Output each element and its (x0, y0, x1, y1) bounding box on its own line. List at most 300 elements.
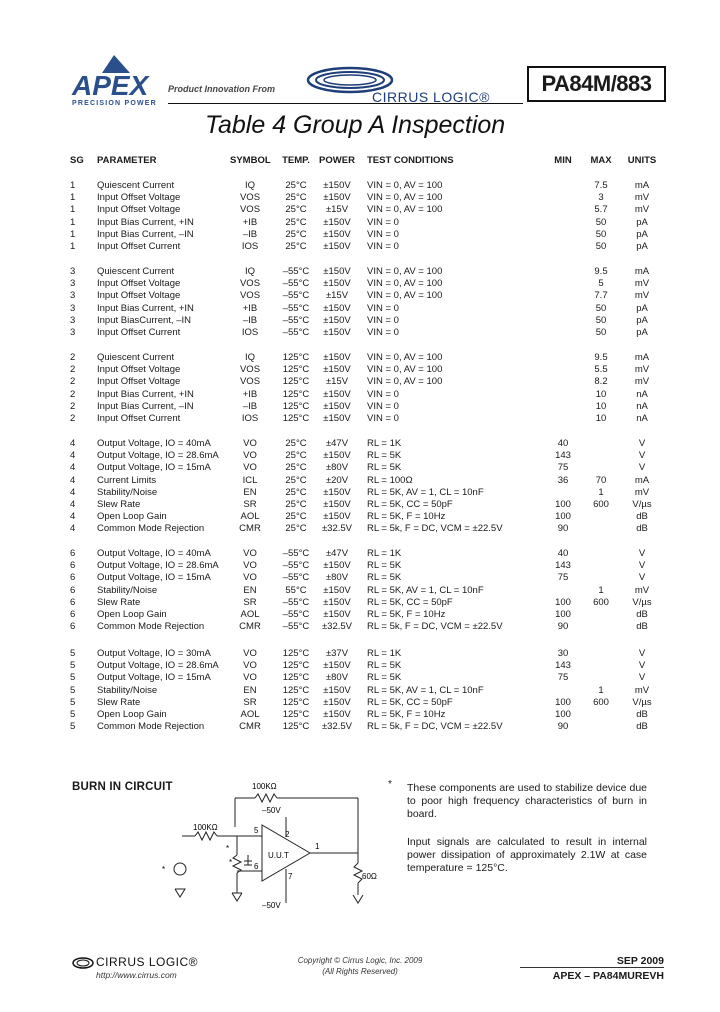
cell-sym: –IB (242, 400, 258, 412)
cell-max: 50 (595, 327, 607, 338)
cell-units: nA (636, 413, 648, 424)
cell-sym: VO (243, 438, 257, 449)
table-row (0, 266, 720, 278)
cell-power: ±150V (323, 499, 351, 510)
cell-temp: 25°C (285, 180, 307, 191)
cell-sym: +IB (242, 216, 258, 228)
feedback-resistor-label: 100KΩ (252, 782, 277, 791)
cell-test: VIN = 0 (367, 413, 399, 424)
cell-param: Output Voltage, IO = 15mA (97, 672, 211, 684)
cell-sg: 5 (70, 648, 76, 659)
cell-power: ±150V (323, 596, 351, 608)
star-mark-2: * (229, 858, 233, 867)
cell-power: ±37V (325, 648, 349, 659)
document-number: APEX – PA84MUREVH (552, 970, 664, 982)
cell-units: pA (636, 314, 648, 326)
cell-units: dB (636, 721, 648, 733)
cell-sg: 5 (70, 684, 76, 696)
table-row (0, 180, 720, 192)
cell-test: VIN = 0, AV = 100 (367, 204, 443, 216)
cell-power: ±80V (325, 572, 349, 584)
table-row (0, 192, 720, 204)
cell-units: pA (636, 216, 648, 228)
cell-temp: 125°C (282, 400, 310, 412)
cell-power: ±150V (323, 266, 351, 277)
cell-param: Input Bias Current, +IN (97, 388, 194, 400)
cell-temp: 25°C (285, 474, 307, 486)
table-row (0, 303, 720, 315)
burn-in-note-2: Input signals are calculated to result in internal power dissipation of approximately 2.1W at case temperature = 125°C. (407, 836, 647, 874)
cell-power: ±150V (323, 450, 351, 462)
cell-temp: 125°C (282, 660, 310, 672)
cell-min: 36 (557, 474, 569, 486)
cell-power: ±150V (323, 584, 351, 596)
cell-max: 10 (595, 400, 607, 412)
cell-units: mV (634, 290, 650, 302)
cell-sg: 3 (70, 290, 76, 302)
cell-sym: VOS (239, 278, 261, 290)
cell-temp: –55°C (282, 621, 310, 633)
cell-temp: 125°C (282, 364, 310, 376)
cell-sg: 5 (70, 696, 76, 708)
cell-units: pA (636, 327, 648, 338)
header-test-conditions: TEST CONDITIONS (367, 155, 454, 166)
cirrus-logo-text: CIRRUS LOGIC® (372, 89, 490, 105)
cell-power: ±32.5V (321, 721, 353, 733)
cell-sym: SR (243, 499, 257, 510)
cell-param: Open Loop Gain (97, 511, 167, 523)
cell-sg: 4 (70, 499, 76, 510)
cell-param: Common Mode Rejection (97, 721, 205, 733)
load-resistor-icon (354, 863, 362, 883)
cell-power: ±15V (325, 204, 349, 216)
cell-param: Input Bias Current, +IN (97, 216, 194, 228)
cell-temp: –55°C (282, 266, 310, 277)
cell-units: mV (634, 684, 650, 696)
cell-sg: 4 (70, 474, 76, 486)
cell-test: VIN = 0 (367, 327, 399, 338)
cell-test: RL = 5K, CC = 50pF (367, 499, 453, 510)
stab-resistor-icon (233, 855, 241, 873)
table-row (0, 438, 720, 450)
cell-min: 30 (557, 648, 569, 659)
cell-max: 600 (593, 499, 609, 510)
table-row (0, 475, 720, 487)
table-row (0, 401, 720, 413)
cell-sym: VO (243, 660, 257, 672)
cell-units: V (638, 462, 646, 474)
cell-units: nA (636, 400, 648, 412)
cell-power: ±150V (323, 609, 351, 620)
cell-temp: 25°C (285, 450, 307, 462)
feedback-resistor-icon (255, 794, 277, 802)
cell-units: V (638, 450, 646, 462)
cell-min: 40 (557, 438, 569, 449)
header-max: MAX (590, 155, 612, 166)
cell-min: 100 (555, 696, 571, 708)
cell-power: ±15V (325, 376, 349, 388)
top-supply-label: –50V (262, 806, 281, 815)
cell-param: Input Offset Voltage (97, 376, 181, 388)
input-resistor-label: 100KΩ (193, 823, 218, 832)
cell-sg: 1 (70, 192, 76, 204)
table-row (0, 389, 720, 401)
title-rule (168, 103, 523, 104)
cell-sym: SR (243, 696, 257, 708)
cell-param: Slew Rate (97, 596, 141, 608)
cell-max: 5 (598, 278, 604, 290)
cell-sym: VO (243, 450, 257, 462)
cell-min: 90 (557, 523, 569, 535)
table-row (0, 660, 720, 672)
cell-sym: IOS (241, 413, 259, 424)
cell-sg: 2 (70, 413, 76, 424)
table-row (0, 560, 720, 572)
table-row (0, 487, 720, 499)
cell-param: Current Limits (97, 474, 157, 486)
cell-max: 50 (595, 216, 607, 228)
cell-param: Output Voltage, IO = 15mA (97, 462, 211, 474)
table-row (0, 585, 720, 597)
cell-sg: 1 (70, 228, 76, 240)
cell-max: 600 (593, 596, 609, 608)
cell-test: RL = 5K (367, 572, 402, 584)
cell-test: RL = 1K (367, 648, 402, 659)
cell-min: 75 (557, 572, 569, 584)
cell-param: Stability/Noise (97, 584, 158, 596)
cell-units: mV (634, 204, 650, 216)
cell-param: Output Voltage, IO = 28.6mA (97, 450, 219, 462)
cell-test: RL = 5K, AV = 1, CL = 10nF (367, 584, 484, 596)
cell-param: Quiescent Current (97, 180, 175, 191)
cell-units: V/µs (632, 596, 652, 608)
cell-sym: VOS (239, 376, 261, 388)
cell-param: Stability/Noise (97, 684, 158, 696)
cell-power: ±150V (323, 327, 351, 338)
cell-units: V (638, 438, 646, 449)
cell-test: VIN = 0 (367, 241, 399, 252)
cell-units: mV (634, 486, 650, 498)
cell-sg: 6 (70, 560, 76, 572)
cell-test: RL = 100Ω (367, 474, 413, 486)
cell-param: Input Offset Voltage (97, 364, 181, 376)
cell-sg: 6 (70, 548, 76, 559)
cell-test: RL = 5K, AV = 1, CL = 10nF (367, 486, 484, 498)
cell-max: 5.5 (594, 364, 608, 376)
table-row (0, 621, 720, 633)
cell-temp: –55°C (282, 290, 310, 302)
cell-sym: VO (243, 648, 257, 659)
table-row (0, 609, 720, 621)
cell-temp: 25°C (285, 241, 307, 252)
source-star-mark: * (162, 865, 166, 874)
cell-test: VIN = 0 (367, 228, 399, 240)
cell-power: ±150V (323, 511, 351, 523)
cell-sym: AOL (240, 511, 260, 523)
cell-max: 9.5 (594, 352, 608, 363)
cell-sym: IQ (244, 352, 256, 363)
cell-units: pA (636, 302, 648, 314)
cell-sg: 4 (70, 486, 76, 498)
cell-power: ±150V (323, 314, 351, 326)
header-min: MIN (554, 155, 572, 166)
table-row (0, 685, 720, 697)
cell-units: mV (634, 376, 650, 388)
cell-sg: 5 (70, 709, 76, 720)
cell-max: 7.5 (594, 180, 608, 191)
cell-power: ±32.5V (321, 523, 353, 535)
cell-units: mA (634, 352, 650, 363)
cell-test: VIN = 0, AV = 100 (367, 278, 443, 290)
cell-power: ±47V (325, 548, 349, 559)
table-row (0, 572, 720, 584)
cell-sg: 3 (70, 278, 76, 290)
pin-5-label: 5 (254, 826, 259, 835)
table-row (0, 413, 720, 425)
cell-temp: 25°C (285, 228, 307, 240)
cell-test: RL = 5K, AV = 1, CL = 10nF (367, 684, 484, 696)
table-row (0, 241, 720, 253)
cell-sg: 3 (70, 314, 76, 326)
cell-param: Output Voltage, IO = 30mA (97, 648, 211, 659)
cell-min: 100 (555, 511, 571, 523)
cell-units: dB (636, 523, 648, 535)
cell-units: dB (636, 621, 648, 633)
header-power: POWER (319, 155, 355, 166)
cell-sg: 1 (70, 241, 76, 252)
cell-power: ±150V (323, 696, 351, 708)
cell-test: RL = 5K, CC = 50pF (367, 596, 453, 608)
cell-temp: –55°C (282, 327, 310, 338)
cell-units: V (638, 672, 646, 684)
cell-units: mA (634, 266, 650, 277)
cell-sym: VOS (239, 364, 261, 376)
table-row (0, 364, 720, 376)
cell-max: 3 (598, 192, 604, 204)
cell-min: 100 (555, 609, 571, 620)
cell-min: 143 (555, 660, 571, 672)
table-row (0, 499, 720, 511)
cell-sym: IOS (241, 241, 259, 252)
cell-test: VIN = 0, AV = 100 (367, 266, 443, 277)
cell-max: 70 (595, 474, 607, 486)
cell-test: VIN = 0, AV = 100 (367, 376, 443, 388)
cell-units: dB (636, 511, 648, 523)
cell-temp: 125°C (282, 376, 310, 388)
cell-test: RL = 5k, F = DC, VCM = ±22.5V (367, 721, 503, 733)
header-symbol: SYMBOL (230, 155, 271, 166)
cell-min: 90 (557, 721, 569, 733)
cell-sg: 2 (70, 352, 76, 363)
table-row (0, 721, 720, 733)
cell-sg: 6 (70, 609, 76, 620)
cell-max: 10 (595, 388, 607, 400)
footer-rule (520, 967, 664, 968)
cell-temp: 25°C (285, 511, 307, 523)
cell-sym: EN (243, 584, 257, 596)
cell-sg: 6 (70, 572, 76, 584)
op-amp-label: U.U.T (268, 851, 289, 860)
cell-test: RL = 5K, F = 10Hz (367, 709, 446, 720)
cell-sg: 2 (70, 388, 76, 400)
cell-temp: 125°C (282, 352, 310, 363)
cell-power: ±80V (325, 672, 349, 684)
cell-min: 100 (555, 709, 571, 720)
cell-temp: 125°C (282, 709, 310, 720)
cell-power: ±150V (323, 709, 351, 720)
table-row (0, 697, 720, 709)
pin-6-label: 6 (254, 862, 259, 871)
cell-test: RL = 5K, F = 10Hz (367, 609, 446, 620)
cell-sym: VO (243, 548, 257, 559)
pin-7-label: 7 (288, 872, 293, 881)
table-row (0, 523, 720, 535)
table-row (0, 709, 720, 721)
cell-param: Common Mode Rejection (97, 523, 205, 535)
cell-sym: +IB (242, 302, 258, 314)
cell-temp: 25°C (285, 204, 307, 216)
cell-test: RL = 1K (367, 548, 402, 559)
input-resistor-icon (195, 832, 217, 840)
cell-param: Output Voltage, IO = 28.6mA (97, 560, 219, 572)
cell-temp: –55°C (282, 314, 310, 326)
footer-url[interactable]: http://www.cirrus.com (96, 970, 177, 980)
cell-test: RL = 5K (367, 450, 402, 462)
cell-units: mV (634, 192, 650, 204)
cell-sg: 2 (70, 364, 76, 376)
cell-power: ±150V (323, 684, 351, 696)
cell-units: mV (634, 584, 650, 596)
signal-source-icon (174, 863, 186, 875)
table-row (0, 278, 720, 290)
cell-temp: –55°C (282, 302, 310, 314)
cell-power: ±150V (323, 660, 351, 672)
page-title: Table 4 Group A Inspection (205, 111, 506, 139)
cell-sym: IQ (244, 180, 256, 191)
table-row (0, 315, 720, 327)
cell-power: ±150V (323, 560, 351, 572)
cell-sym: VO (243, 462, 257, 474)
cell-power: ±32.5V (321, 621, 353, 633)
cell-temp: 25°C (285, 462, 307, 474)
cell-sym: VOS (239, 192, 261, 204)
cell-units: V/µs (632, 696, 652, 708)
cell-param: Input Bias Current, –IN (97, 228, 194, 240)
cell-power: ±80V (325, 462, 349, 474)
cell-test: RL = 1K (367, 438, 402, 449)
cell-sg: 1 (70, 204, 76, 216)
cell-temp: –55°C (282, 548, 310, 559)
cell-min: 40 (557, 548, 569, 559)
cell-sg: 2 (70, 400, 76, 412)
innovation-text: Product Innovation From (168, 84, 275, 94)
table-row (0, 672, 720, 684)
cell-temp: 125°C (282, 388, 310, 400)
cell-sym: VO (243, 560, 257, 572)
cell-temp: 25°C (285, 499, 307, 510)
cell-units: V/µs (632, 499, 652, 510)
cell-sg: 6 (70, 621, 76, 633)
cell-param: Input Bias Current, +IN (97, 302, 194, 314)
cell-test: VIN = 0 (367, 314, 399, 326)
table-row (0, 376, 720, 388)
cell-param: Quiescent Current (97, 266, 175, 277)
cell-sg: 4 (70, 523, 76, 535)
cell-sg: 1 (70, 180, 76, 191)
apex-logo-text: APEX (72, 70, 149, 101)
cell-power: ±20V (325, 474, 349, 486)
cell-sg: 5 (70, 721, 76, 733)
cell-max: 600 (593, 696, 609, 708)
cell-test: VIN = 0 (367, 302, 399, 314)
cell-units: V (638, 560, 646, 572)
burn-in-note-1: These components are used to stabilize device due to poor high frequency characteristics of burn in board. (407, 782, 647, 820)
cell-max: 8.2 (594, 376, 608, 388)
cell-units: pA (636, 228, 648, 240)
cell-sym: AOL (240, 609, 260, 620)
cell-param: Common Mode Rejection (97, 621, 205, 633)
cell-test: RL = 5K (367, 560, 402, 572)
table-row (0, 462, 720, 474)
cell-min: 100 (555, 596, 571, 608)
cell-temp: 25°C (285, 438, 307, 449)
cell-temp: 25°C (285, 523, 307, 535)
cell-sg: 3 (70, 302, 76, 314)
pin-1-label: 1 (315, 842, 320, 851)
cell-sym: +IB (242, 388, 258, 400)
cell-units: dB (636, 709, 648, 720)
cell-param: Input Offset Current (97, 241, 181, 252)
table-row (0, 217, 720, 229)
cell-units: mV (634, 364, 650, 376)
cell-power: ±150V (323, 180, 351, 191)
cell-test: VIN = 0, AV = 100 (367, 180, 443, 191)
cell-min: 100 (555, 499, 571, 510)
table-row (0, 597, 720, 609)
cell-sym: VO (243, 572, 257, 584)
cell-power: ±150V (323, 241, 351, 252)
cell-test: VIN = 0 (367, 216, 399, 228)
cell-param: Input Offset Voltage (97, 290, 181, 302)
cell-sym: SR (243, 596, 257, 608)
cell-sym: CMR (239, 721, 261, 733)
cell-param: Stability/Noise (97, 486, 158, 498)
cell-units: V (638, 548, 646, 559)
cell-max: 50 (595, 228, 607, 240)
cell-sym: –IB (242, 228, 258, 240)
cell-test: VIN = 0, AV = 100 (367, 352, 443, 363)
cell-max: 50 (595, 241, 607, 252)
table-row (0, 648, 720, 660)
cell-temp: 25°C (285, 486, 307, 498)
part-number-box (527, 66, 666, 102)
cell-power: ±150V (323, 486, 351, 498)
cell-sg: 6 (70, 596, 76, 608)
cell-units: V (638, 660, 646, 672)
table-row (0, 450, 720, 462)
cell-sym: VO (243, 672, 257, 684)
cell-sg: 5 (70, 672, 76, 684)
cell-test: VIN = 0, AV = 100 (367, 290, 443, 302)
bottom-supply-label: –50V (262, 901, 281, 910)
cell-sym: EN (243, 486, 257, 498)
cell-units: nA (636, 388, 648, 400)
table-row (0, 204, 720, 216)
cell-test: VIN = 0, AV = 100 (367, 192, 443, 204)
cell-param: Output Voltage, IO = 40mA (97, 548, 211, 559)
cell-temp: –55°C (282, 560, 310, 572)
cell-sym: AOL (240, 709, 260, 720)
